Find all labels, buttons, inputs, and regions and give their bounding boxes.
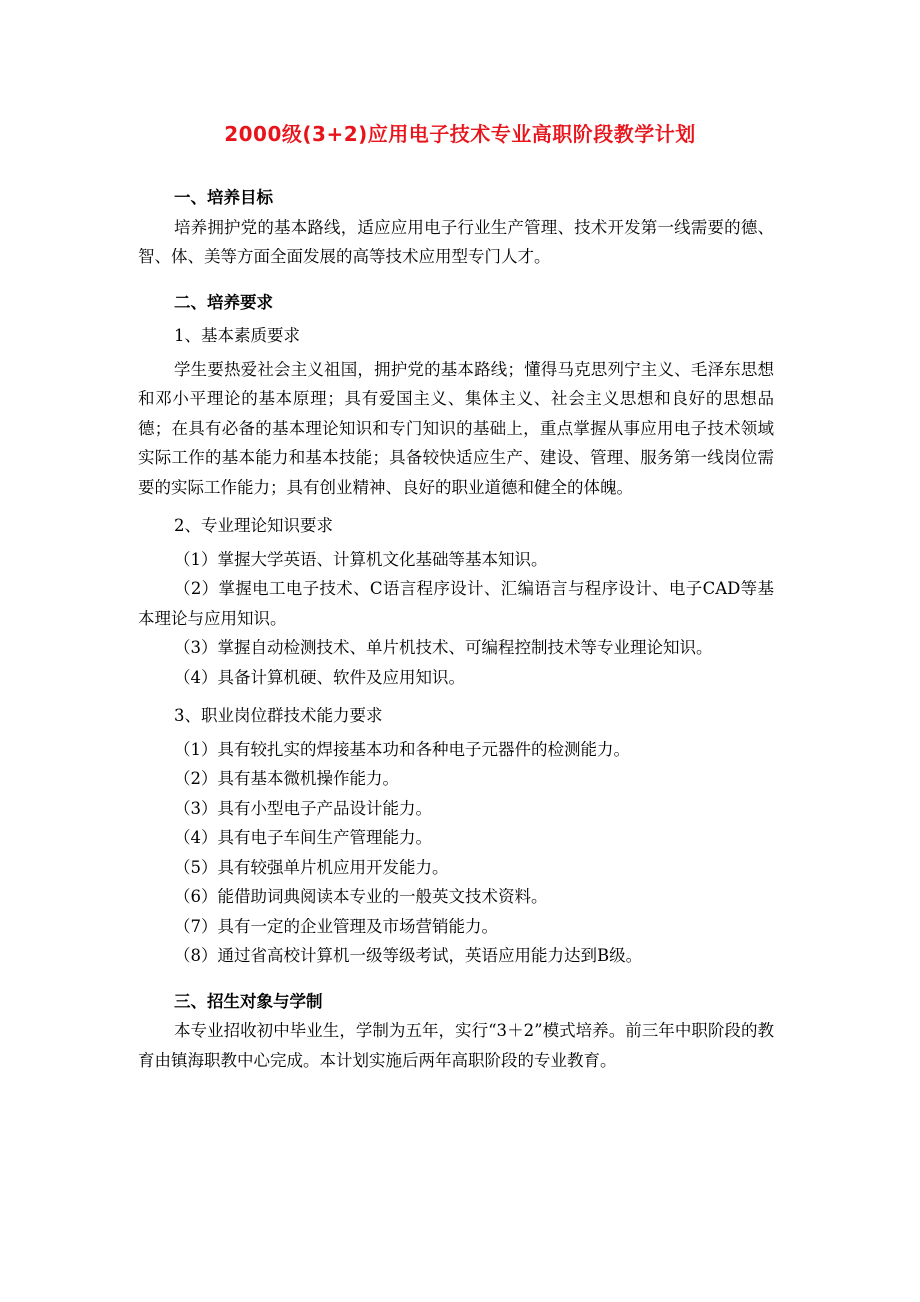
basic-quality-paragraph: 学生要热爱社会主义祖国，拥护党的基本路线；懂得马克思列宁主义、毛泽东思想和邓小平理论的基本原理；具有爱国主义、集体主义、社会主义思想和良好的思想品德；在具有必备的基本理论知识和专门知识的基础上，重点掌握从事应用电子技术领域实际工作的基本能力和基本技能；具备较快适应生产、建设、管理、服务第一线岗位需要的实际工作能力；具有创业精神、良好的职业道德和健全的体魄。 bbox=[138, 359, 774, 497]
section-heading-goals: 一、培养目标 bbox=[174, 188, 273, 207]
skills-item: （5）具有较强单片机应用开发能力。 bbox=[174, 857, 449, 877]
subsection-title-theory: 2、专业理论知识要求 bbox=[174, 516, 333, 535]
theory-item: （3）掌握自动检测技术、单片机技术、可编程控制技术等专业理论知识。 bbox=[174, 638, 713, 657]
section-heading-requirements: 二、培养要求 bbox=[174, 292, 273, 312]
section-heading-enrollment: 三、招生对象与学制 bbox=[174, 991, 323, 1011]
theory-item: （1）掌握大学英语、计算机文化基础等基本知识。 bbox=[174, 549, 548, 569]
theory-item: （4）具备计算机硬、软件及应用知识。 bbox=[174, 667, 465, 687]
skills-item: （3）具有小型电子产品设计能力。 bbox=[174, 798, 432, 818]
enrollment-paragraph: 本专业招收初中毕业生，学制为五年，实行“3＋2”模式培养。前三年中职阶段的教育由镇海职教中心完成。本计划实施后两年高职阶段的专业教育。 bbox=[138, 1021, 774, 1070]
skills-item: （7）具有一定的企业管理及市场营销能力。 bbox=[174, 916, 498, 936]
document-title: 2000级(3+2)应用电子技术专业高职阶段教学计划 bbox=[224, 122, 696, 146]
goals-paragraph: 培养拥护党的基本路线，适应应用电子行业生产管理、技术开发第一线需要的德、智、体、美等方面全面发展的高等技术应用型专门人才。 bbox=[138, 217, 774, 266]
subsection-title-basic-quality: 1、基本素质要求 bbox=[174, 326, 300, 345]
theory-item: （2）掌握电工电子技术、C语言程序设计、汇编语言与程序设计、电子CAD等基本理论与应用知识。 bbox=[138, 579, 774, 628]
skills-item: （1）具有较扎实的焊接基本功和各种电子元器件的检测能力。 bbox=[174, 739, 630, 759]
skills-item: （8）通过省高校计算机一级等级考试，英语应用能力达到B级。 bbox=[174, 946, 643, 965]
skills-item: （2）具有基本微机操作能力。 bbox=[174, 769, 399, 788]
subsection-title-skills: 3、职业岗位群技术能力要求 bbox=[174, 706, 383, 725]
skills-item: （6）能借助词典阅读本专业的一般英文技术资料。 bbox=[174, 887, 548, 906]
document-body bbox=[138, 183, 774, 1075]
skills-item: （4）具有电子车间生产管理能力。 bbox=[174, 828, 432, 847]
